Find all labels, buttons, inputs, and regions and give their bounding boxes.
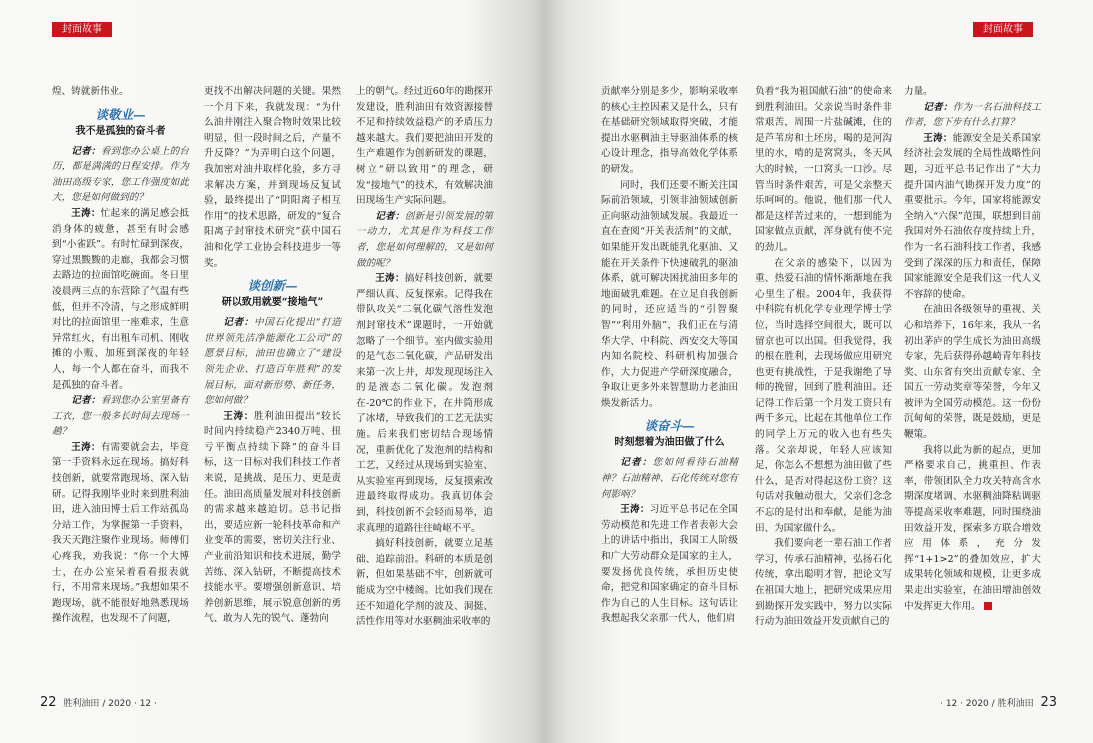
speaker-label: 王涛： [923,132,953,144]
answer-paragraph [356,271,493,536]
paragraph: 在父亲的感染下，以因为重、热爱石油的情怀渐渐地在我心里生了根。2004年，我获得中科院有机化学专业理学博士学位，当时选择空间很大，既可以留京也可以出国。但我觉得，我的根在胜利，去现场做应用研究也更有挑战性，于是我谢绝了导师的挽留，回到了胜利油田。还记得工作后第一个月发工资只有两千多元，比起在其他单位工作的同学上万元的收入也有些失落。父亲却说，年轻人应该知足，你怎么不想想为油田做了些什么，是否对得起这份工资？这句话对我触动很大，父亲们念念不忘的是付出和奉献，是能为油田、为国家做什么。 [755,257,892,534]
speaker-label: 记者： [71,395,101,407]
page-footer: · 12 · 2020 / 胜利油田 23 [940,695,1057,710]
question-text: 看到您办公室里备有工衣，您一般多长时间去现场一趟？ [52,395,190,438]
text-column-1 [52,84,189,627]
section-subtitle: 时刻想着为油田做了什么 [614,437,725,449]
speaker-label: 王涛： [223,410,254,422]
page-number: 22 [40,695,57,710]
answer-text: 能源安全是关系国家经济社会发展的全局性战略性问题，习近平总书记作出了“大力提升国内油气勘探开发力度”的重要批示。今年，国家将能源安全纳入“六保”范围，联想到目前我国对外石油依存度持续上升，作为一名石油科技工作者，我感受到了深深的压力和责任，保障国家能源安全是我们这一代人义不容辞的使命。 [904,132,1042,300]
answer-paragraph [52,440,189,627]
speaker-label: 记者： [923,101,953,113]
text-column-3 [356,84,493,630]
end-mark-icon [984,602,992,610]
section-title: 谈奋斗— [644,418,695,434]
issue-date: 2020 · 12 · [108,699,157,709]
page-footer: 22 胜利油田 / 2020 · 12 · [40,695,157,710]
speaker-label: 记者： [620,457,653,469]
answer-paragraph [601,502,738,627]
question-text: 中国石化提出“打造世界领先洁净能源化工公司”的愿景目标，油田也确立了“建设领先企业、打造百年胜利”的发展目标，面对新形势、新任务，您如何做？ [204,317,342,407]
answer-text: 有需要就会去，毕竟第一手资料永远在现场。搞好科技创新，就要常跑现场、深入钻研。记得我刚毕业时来到胜利油田，进入油田博士后工作站孤岛分站工作，为掌握第一手资料，我天天跑注聚作业现场。师傅们心疼我，劝我说：“你一个大博士，在办公室呆着看看报表就行，不用常来现场。”我想如果不跑现场，就不能很好地熟悉现场操作流程，也发现不了问题， [52,441,190,625]
question-text: 您如何看待石油精神？石油精神、石化传统对您有何影响？ [601,457,739,500]
text-column-2 [755,84,892,630]
paragraph [904,443,1041,615]
section-heading [204,277,341,310]
speaker-label: 记者： [375,210,405,222]
paragraph: 搞好科技创新，就要立足基础、追踪前沿。科研的本质是创新，但如果基础不牢，创新就可能成为空中楼阁。比如我们现在还不知道化学剂的波及、洞挺、活性作用等对水驱稠油采收率的 [356,538,493,628]
paragraph: 贡献率分别是多少，影响采收率的核心主控因素又是什么，只有在基础研究领域取得突破，才能提出水驱稠油主导驱油体系的核心设计理念，指导高效化学体系的研发。 [601,86,738,175]
page-number: 23 [1040,695,1057,710]
speaker-label: 王涛： [71,441,101,453]
paragraph-text: 我将以此为新的起点，更加严格要求自己，挑重担、作表率，带领团队全力攻关特高含水期深度堵调、水驱稠油降粘调驱等提高采收率难题，同时围绕油田效益开发，探索多方联合增效应用体系，充分发挥“1+1>2”的叠加效应，扩大成果转化领域和规模，让更多成果走出实验室，在油田增油创效中发挥更大作用。 [904,444,1041,612]
paragraph: 力量。 [904,86,933,97]
paragraph: 煌、铸就新伟业。 [52,86,129,97]
text-column-1 [601,84,738,627]
left-page [0,0,546,743]
question-paragraph [356,209,493,271]
question-text: 创新是引领发展的第一动力，尤其是作为科技工作者，您是如何理解的，又是如何做的呢？ [356,210,494,269]
answer-text: 胜利油田提出“较长时间内持续稳产2340万吨、扭亏平衡点持续下降”的奋斗目标，这一目标对我们科技工作者来说，是挑战、是压力、更是责任。油田高质量发展对科技创新的需求越来越迫切。总书记指出，要适应新一轮科技革命和产业变革的需要，密切关注行业、产业前沿知识和技术进展，勤学苦练、深入钻研，不断提高技术技能水平。要增强创新意识、培养创新思维，展示锐意创新的勇气、敢为人先的锐气、蓬勃向 [204,410,342,625]
section-subtitle: 我不是孤独的奋斗者 [75,125,166,137]
speaker-label: 记者： [71,145,101,157]
question-paragraph [904,100,1041,131]
speaker-label: 王涛： [71,207,101,219]
text-column-3 [904,84,1041,614]
answer-paragraph [204,409,341,627]
magazine-name: 胜利油田 [63,699,100,709]
right-page [546,0,1093,743]
issue-date: · 12 · 2020 [940,699,989,709]
answer-text: 搞好科技创新，就要严细认真、反复探索。记得我在带队攻关“二氧化碳气溶性发泡剂封窜技术”课题时，一开始就忽略了一个细节。室内做实验用的是气态二氧化碳，产品研发出来第一次上井，却发现现场注入的是液态二氧化碳。发泡剂在-20℃的作业下，在井筒形成了冰堵，导致我们的工艺无法实施。后来我们密切结合现场情况，重新优化了发泡剂的结构和工艺，又经过从现场到实验室、从实验室再到现场，反复摸索改进最终取得成功。我真切体会到，科技创新不会轻而易举，追求真理的道路往往崎岖不平。 [356,273,494,534]
paragraph: 同时，我们还要不断关注国际前沿领域，引领非油领域创新正向驱动油领域发展。我最近一直在查阅“开关表活剂”的文献，如果能开发出既能乳化驱油、又能在开关条件下快速破乳的驱油体系，就可解决困扰油田多年的地面破乳难题。在立足自我创新的同时，还应适当的“引智聚智”“利用外脑”，我们正在与清华大学、中科院、西安交大等国内知名院校、科研机构加强合作，大力促进产学研深度融合，争取让更多外来智慧助力老油田焕发新活力。 [601,179,738,409]
speaker-label: 记者： [223,317,254,329]
paragraph: 负着“我为祖国献石油”的使命来到胜利油田。父亲说当时条件非常艰苦，周围一片盐碱滩，住的是芦苇房和土坯房，喝的是河沟里的水，啃的是窝窝头，冬天风大的时候，一口窝头一口沙。尽管当时条件艰苦，可是父亲整天乐呵呵的。他说，他们那一代人都是这样苦过来的，一想到能为国家做点贡献，浑身就有使不完的劲儿。 [755,86,892,253]
paragraph: 在油田各级领导的重视、关心和培养下，16年来，我从一名初出茅庐的学生成长为油田高级专家，先后获得孙越崎青年科技奖、山东省有突出贡献专家、全国五一劳动奖章等荣誉，今年又被评为全国劳动模范。这一份份沉甸甸的荣誉，既是鼓励，更是鞭策。 [904,304,1041,441]
section-subtitle: 研以致用就要“接地气” [221,297,324,309]
section-title: 谈创新— [247,278,298,294]
section-heading [52,106,189,139]
answer-text: 忙起来的满足感会抵消身体的疲惫，甚至有时会感到“小雀跃”。有时忙碌到深夜，穿过黑黢黢的走廊，我都会习惯去路边的拉面馆吃碗面。冬日里凌晨两三点的东营除了气温有些低，但并不冷清，与之形成鲜明对比的拉面馆里一座难求，生意异常红火，有出租车司机、刚收摊的小贩、加班到深夜的年轻人，每一个人都在奋斗，而我不是孤独的奋斗者。 [52,207,190,391]
question-text: 作为一名石油科技工作者，您下步有什么打算？ [904,101,1042,129]
section-tag: 封面故事 [52,22,112,37]
section-heading [601,417,738,450]
question-text: 看到您办公桌上的台历，都是满满的日程安排。作为油田高级专家，您工作强度如此大，您是如何做到的？ [52,145,190,204]
section-tag: 封面故事 [973,22,1033,37]
section-title: 谈敬业— [95,106,146,122]
answer-paragraph [52,206,189,393]
question-paragraph [52,144,189,206]
speaker-label: 王涛： [620,504,650,516]
answer-paragraph [904,131,1041,303]
magazine-name: 胜利油田 [997,699,1034,709]
paragraph: 更找不出解决问题的关键。果然一个月下来，我就发现：“为什么油井刚注入聚合物时效果比较明显，但一段时间之后，产量不升反降？”为弄明白这个问题，我加密对油井取样化验，多方寻求解决方案，并到现场反复试验，最终提出了“阴阳离子相互作用”的技术思路，研发的“复合阳离子封窜技术研究”获中国石油和化学工业协会科技进步一等奖。 [204,86,341,269]
paragraph: 上的朝气。经过近60年的勘探开发建设，胜利油田有效资源接替不足和持续效益稳产的矛盾压力越来越大。我们要把油田开发的生产难题作为创新研发的课题，树立“研以致用”的理念，研发“接地气”的技术，有效解决油田现场生产实际问题。 [356,86,493,207]
question-paragraph [52,393,189,440]
speaker-label: 王涛： [375,273,405,285]
answer-text: 习近平总书记在全国劳动模范和先进工作者表彰大会上的讲话中指出，我国工人阶级和广大劳动群众是国家的主人，要发扬优良传统，承担历史使命，把党和国家确定的奋斗目标作为自己的人生目标。这句话让我想起我父亲那一代人，他们肩 [601,504,739,625]
text-column-2 [204,84,341,627]
question-paragraph [204,315,341,409]
question-paragraph [601,455,738,502]
paragraph: 我们要向老一辈石油工作者学习，传承石油精神，弘扬石化传统，拿出聪明才智，把论文写在祖国大地上，把研究成果应用到勘探开发实践中，努力以实际行动为油田效益开发贡献自己的 [755,538,892,628]
